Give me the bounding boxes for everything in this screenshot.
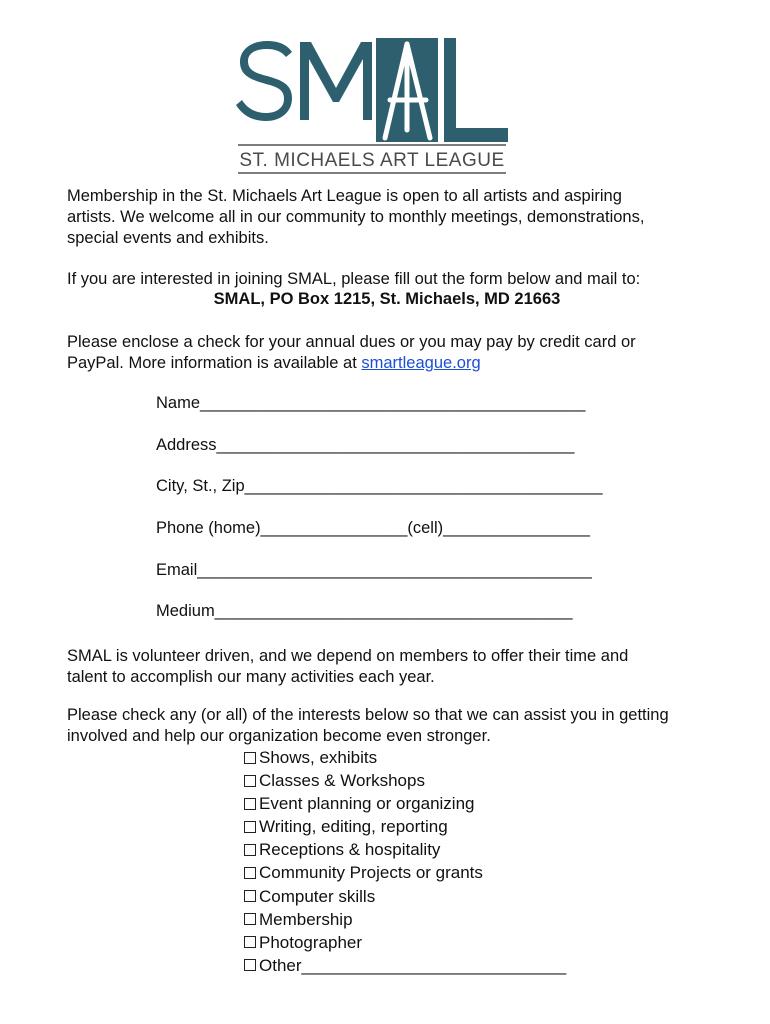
interest-label: Receptions & hospitality — [259, 840, 441, 860]
interest-label: Community Projects or grants — [259, 863, 483, 883]
phone-field[interactable]: Phone (home)________________(cell)________________ — [156, 519, 590, 537]
mail-instruction: If you are interested in joining SMAL, please fill out the form below and mail to: — [67, 270, 641, 288]
logo-caption: ST. MICHAELS ART LEAGUE — [239, 150, 505, 171]
interest-writing[interactable] — [244, 815, 566, 838]
checkbox-icon[interactable] — [244, 821, 256, 833]
interests-intro-line-1: Please check any (or all) of the interests below so that we can assist you in getting — [67, 706, 669, 724]
interests-intro — [67, 705, 707, 747]
checkbox-icon[interactable] — [244, 775, 256, 787]
interest-label: Membership — [259, 909, 353, 929]
intro-line-3: special events and exhibits. — [67, 229, 269, 247]
intro-paragraph — [67, 186, 707, 249]
checkbox-icon[interactable] — [244, 959, 256, 971]
interest-other[interactable] — [244, 954, 566, 977]
payment-line-2-text: PayPal. More information is available at — [67, 354, 362, 372]
interest-photographer[interactable] — [244, 931, 566, 954]
name-field[interactable]: Name__________________________________________ — [156, 394, 586, 412]
payment-line-1: Please enclose a check for your annual dues or you may pay by credit card or — [67, 333, 636, 351]
logo-rule-top — [238, 144, 506, 146]
checkbox-icon[interactable] — [244, 798, 256, 810]
interest-event-planning[interactable] — [244, 792, 566, 815]
interest-label: Shows, exhibits — [259, 748, 378, 767]
checkbox-icon[interactable] — [244, 844, 256, 856]
medium-field[interactable]: Medium_______________________________________ — [156, 602, 573, 620]
checkbox-icon[interactable] — [244, 936, 256, 948]
interests-intro-line-2: involved and help our organization become even stronger. — [67, 727, 491, 745]
intro-line-2: artists. We welcome all in our community to monthly meetings, demonstrations, — [67, 208, 645, 226]
intro-line-1: Membership in the St. Michaels Art League is open to all artists and aspiring — [67, 187, 622, 205]
interest-receptions[interactable] — [244, 838, 566, 861]
volunteer-paragraph — [67, 646, 707, 688]
interests-checklist — [244, 746, 566, 977]
city-state-zip-field[interactable]: City, St., Zip_______________________________________ — [156, 477, 603, 495]
interest-classes[interactable] — [244, 769, 566, 792]
interest-label: Computer skills — [259, 886, 376, 906]
interest-shows[interactable] — [244, 746, 566, 769]
interest-label: Classes & Workshops — [259, 771, 425, 791]
payment-line-2 — [67, 353, 707, 374]
volunteer-line-1: SMAL is volunteer driven, and we depend on members to offer their time and — [67, 647, 629, 665]
smal-logo-mark — [234, 38, 510, 150]
payment-paragraph — [67, 332, 707, 374]
checkbox-icon[interactable] — [244, 890, 256, 902]
volunteer-line-2: talent to accomplish our many activities each year. — [67, 668, 435, 686]
interest-membership[interactable] — [244, 908, 566, 931]
interest-computer[interactable] — [244, 885, 566, 908]
address-field[interactable]: Address_______________________________________ — [156, 436, 575, 454]
interest-label: Event planning or organizing — [259, 794, 475, 814]
email-field[interactable]: Email___________________________________________ — [156, 561, 592, 579]
logo-rule-bottom — [238, 172, 506, 174]
interest-community[interactable] — [244, 861, 566, 884]
interest-label: Other____________________________ — [259, 955, 567, 975]
checkbox-icon[interactable] — [244, 752, 256, 764]
smal-logo — [234, 38, 510, 174]
mailing-address: SMAL, PO Box 1215, St. Michaels, MD 21663 — [213, 290, 561, 308]
checkbox-icon[interactable] — [244, 867, 256, 879]
website-link[interactable]: smartleague.org — [361, 354, 481, 372]
interest-label: Writing, editing, reporting — [259, 817, 448, 837]
checkbox-icon[interactable] — [244, 913, 256, 925]
interest-label: Photographer — [259, 932, 363, 952]
